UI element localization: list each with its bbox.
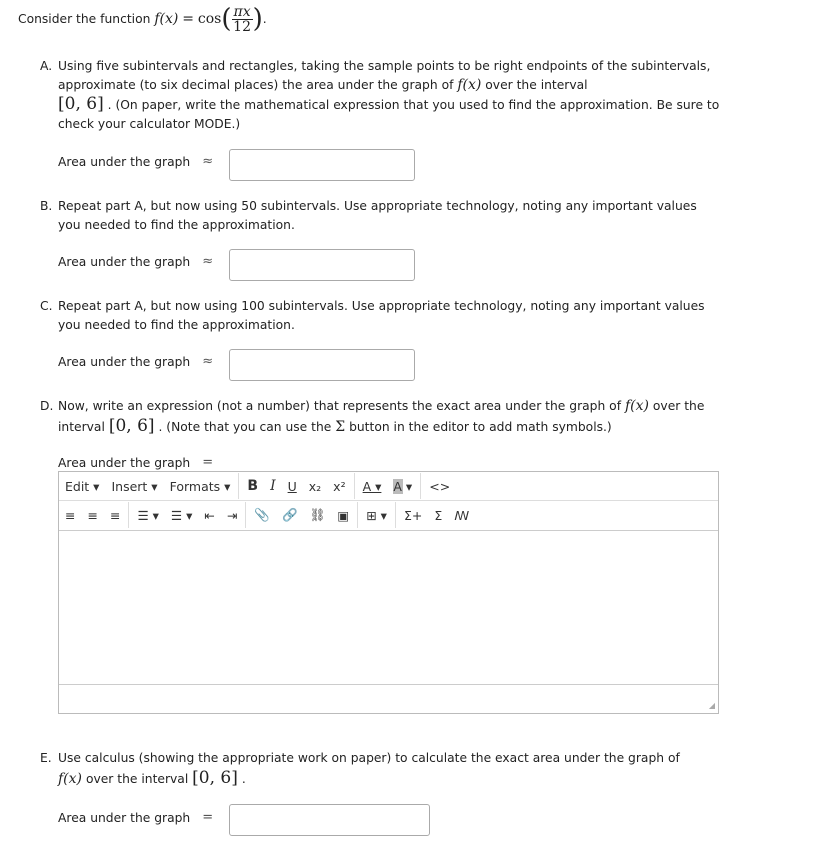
formats-menu[interactable]: Formats ▾ <box>169 478 231 494</box>
indent-icon[interactable]: ⇥ <box>226 507 238 523</box>
subscript-button[interactable]: x₂ <box>308 478 322 494</box>
fraction: $\frac{\pi x}{12}$ <box>233 3 251 35</box>
bullet-list-icon[interactable]: ☰ ▾ <box>137 507 159 523</box>
answer-b-label: Area under the graph ≈ <box>58 254 214 269</box>
part-b: B. Repeat part A, but now using 50 subintervals. Use appropriate technology, noting any important values you needed to find the approximation. <box>40 199 697 232</box>
intro: Consider the function f(x) = cos ( $\frac{\pi x}{12}$ ) . <box>18 3 267 35</box>
answer-d-label: Area under the graph = <box>58 455 214 470</box>
resize-handle-icon[interactable]: ◢ <box>708 701 715 710</box>
answer-c-label: Area under the graph ≈ <box>58 354 214 369</box>
image-icon[interactable]: ▣ <box>337 507 350 523</box>
italic-button[interactable]: I <box>270 478 276 494</box>
part-c: C. Repeat part A, but now using 100 subintervals. Use appropriate technology, noting any important values you needed to find the approximation. <box>40 299 705 332</box>
edit-menu[interactable]: Edit ▾ <box>65 478 100 494</box>
align-left-icon[interactable]: ≡ <box>65 507 76 523</box>
underline-button[interactable]: U <box>287 478 297 494</box>
part-d: D. Now, write an expression (not a number) that represents the exact area under the graph of f(x) over the interval [0, 6] . (Note that you can use the Σ button in the editor to add math symbols.) <box>40 398 705 436</box>
outdent-icon[interactable]: ⇤ <box>204 507 215 523</box>
attachment-icon[interactable]: 📎 <box>254 507 270 522</box>
bold-button[interactable]: B <box>247 478 259 494</box>
numbered-list-icon[interactable]: ☰ ▾ <box>170 507 193 523</box>
sigma-plus-icon[interactable]: Σ+ <box>403 507 423 523</box>
background-color-button[interactable]: A ▾ <box>393 478 413 494</box>
answer-e-input[interactable] <box>229 804 430 836</box>
insert-menu[interactable]: Insert ▾ <box>111 478 158 494</box>
sigma-icon[interactable]: Σ <box>434 507 443 523</box>
answer-c-input[interactable] <box>229 349 415 381</box>
editor-body[interactable] <box>59 530 718 684</box>
font-color-button[interactable]: A ▾ <box>362 478 382 494</box>
part-a: A. Using five subintervals and rectangles, taking the sample points to be right endpoints of the subintervals, approximate (to six decimal places) the area under the graph of f(x) over the interval [0, 6] . (On paper, write the mathematical expression that you used to find the approximation. Be sure to check your calculator MODE.) <box>40 59 720 131</box>
source-code-button[interactable]: <> <box>429 478 451 494</box>
link-icon[interactable]: 🔗 <box>281 507 298 522</box>
align-right-icon[interactable]: ≡ <box>109 507 121 523</box>
part-e: E. Use calculus (showing the appropriate work on paper) to calculate the exact area under the graph of f(x) over the interval [0, 6] . <box>40 751 680 788</box>
editor-status-bar <box>59 684 718 713</box>
editor-toolbar-row-1 <box>59 472 718 501</box>
answer-e-label: Area under the graph = <box>58 810 214 825</box>
editor-toolbar-row-2 <box>59 501 718 529</box>
superscript-button[interactable]: x² <box>333 478 346 494</box>
answer-a-input[interactable] <box>229 149 415 181</box>
rich-text-editor <box>58 471 719 714</box>
answer-b-input[interactable] <box>229 249 415 281</box>
answer-a-label: Area under the graph ≈ <box>58 154 214 169</box>
align-center-icon[interactable]: ≡ <box>87 507 98 523</box>
handwriting-icon[interactable]: ꟿ <box>454 507 470 523</box>
unlink-icon[interactable]: ⛓ <box>309 507 326 522</box>
table-icon[interactable]: ⊞ ▾ <box>366 507 387 523</box>
